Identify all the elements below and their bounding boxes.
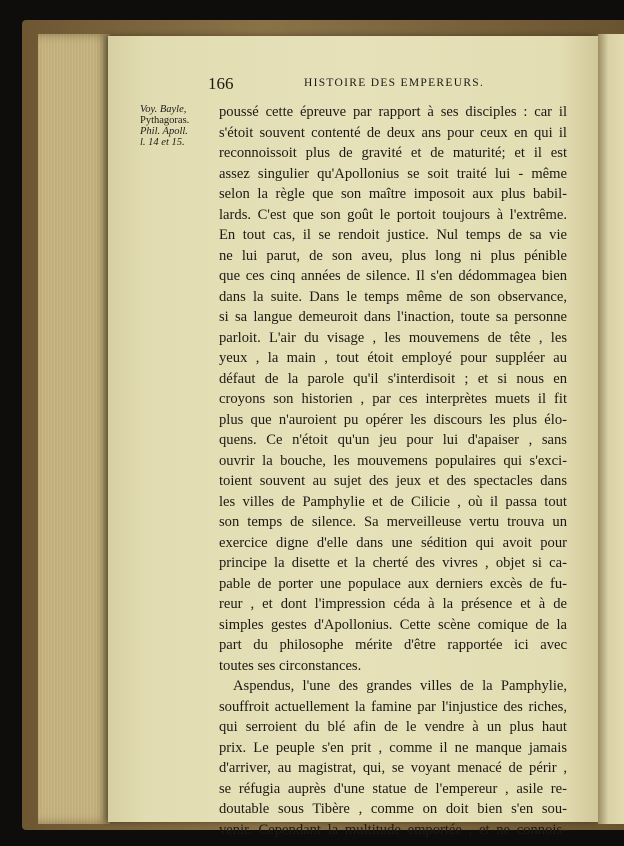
text-line: croyons son historien , par ces interprètes muets il fit — [219, 391, 567, 407]
text-line: si sa langue demeuroit dans l'inaction, toute sa personne — [219, 309, 567, 325]
page-edges — [38, 34, 110, 824]
text-line: Aspendus, l'une des grandes villes de la Pamphylie, — [233, 678, 567, 694]
text-line: exercice digne d'elle dans une sédition qui avoit pour — [219, 534, 567, 551]
text-line: se réfugia auprès d'une statue de l'empereur , asile re- — [219, 780, 567, 797]
text-line: défaut de la parole qu'il s'interdisoit ; et si nous en — [219, 370, 567, 387]
text-line: toient souvent au sujet des jeux et des spectacles dans — [219, 473, 567, 489]
text-line: toutes ses circonstances. — [219, 657, 362, 674]
running-title: HISTOIRE DES EMPEREURS. — [304, 77, 485, 89]
text-line: selon la règle que son maître imposoit aux plus babil- — [219, 186, 567, 202]
text-line: pable de porter une populace aux derniers excès de fu- — [219, 575, 567, 592]
text-line: yeux , la main , tout étoit employé pour suppléer au — [219, 350, 567, 366]
text-line: reconnoissoit plus de gravité et de maturité; et il est — [219, 145, 567, 161]
text-line: d'arriver, au magistrat, qui, se voyant menacé de périr , — [219, 760, 567, 776]
margin-note-line: Phil. Apoll. — [140, 126, 188, 137]
text-line: part du philosophe mérite d'être rapportée ici avec — [219, 637, 567, 653]
body-text — [219, 102, 567, 840]
margin-note-line: Pythagoras. — [140, 115, 190, 126]
text-line: ne lui parut, de son aveu, plus long ni plus pénible — [219, 247, 567, 264]
text-line: prix. Le peuple s'en prit , comme il ne manque jamais — [219, 739, 567, 756]
text-line: reur , et dont l'impression céda à la présence et à de — [219, 596, 567, 612]
text-line: venir. Cependant la multitude emportée , et ne connois- — [219, 821, 567, 838]
facing-page-edge — [598, 34, 624, 824]
text-line: lards. C'est que son goût le portoit toujours à l'extrême. — [219, 206, 567, 223]
margin-note — [140, 104, 218, 148]
text-line: ouvrir la bouche, les mouvemens populaires qui s'exci- — [219, 452, 567, 469]
page-header — [208, 74, 570, 94]
text-line: dans la suite. Dans le temps même de son observance, — [219, 288, 567, 305]
text-line: s'étoit souvent contenté de deux ans pour ceux en qui il — [219, 124, 567, 141]
text-line: assez singulier qu'Apollonius se soit traité lui - même — [219, 165, 567, 182]
text-line: les villes de Pamphylie et de Cilicie , où il passa tout — [219, 493, 567, 510]
text-line: simples gestes d'Apollonius. Cette scène comique de la — [219, 616, 567, 633]
text-line: principe la disette et la cherté des vivres , objet si ca- — [219, 555, 567, 571]
text-line: doutable sous Tibère , comme on doit bien s'en sou- — [219, 801, 567, 817]
text-line: En tout cas, il se rendoit justice. Nul temps de sa vie — [219, 227, 567, 243]
text-line: que ces cinq années de silence. Il s'en dédommagea bien — [219, 268, 567, 284]
margin-note-line: l. 14 et 15. — [140, 137, 185, 148]
text-line: poussé cette épreuve par rapport à ses disciples : car il — [219, 104, 567, 120]
text-line: souffroit actuellement la famine par l'injustice des riches, — [219, 698, 567, 715]
text-line: plus que n'auroient pu opérer les discours les plus élo- — [219, 411, 567, 428]
text-line: parloit. L'air du visage , les mouvemens de tête , les — [219, 329, 567, 346]
margin-note-line: Voy. Bayle, — [140, 104, 187, 115]
page-number: 166 — [208, 74, 234, 93]
text-line: quens. Ce n'étoit qu'un jeu pour lui d'apaiser , sans — [219, 432, 567, 448]
text-line: qui serroient du blé afin de le vendre à un plus haut — [219, 719, 567, 735]
text-line: son temps de silence. Sa merveilleuse vertu trouva un — [219, 514, 567, 530]
